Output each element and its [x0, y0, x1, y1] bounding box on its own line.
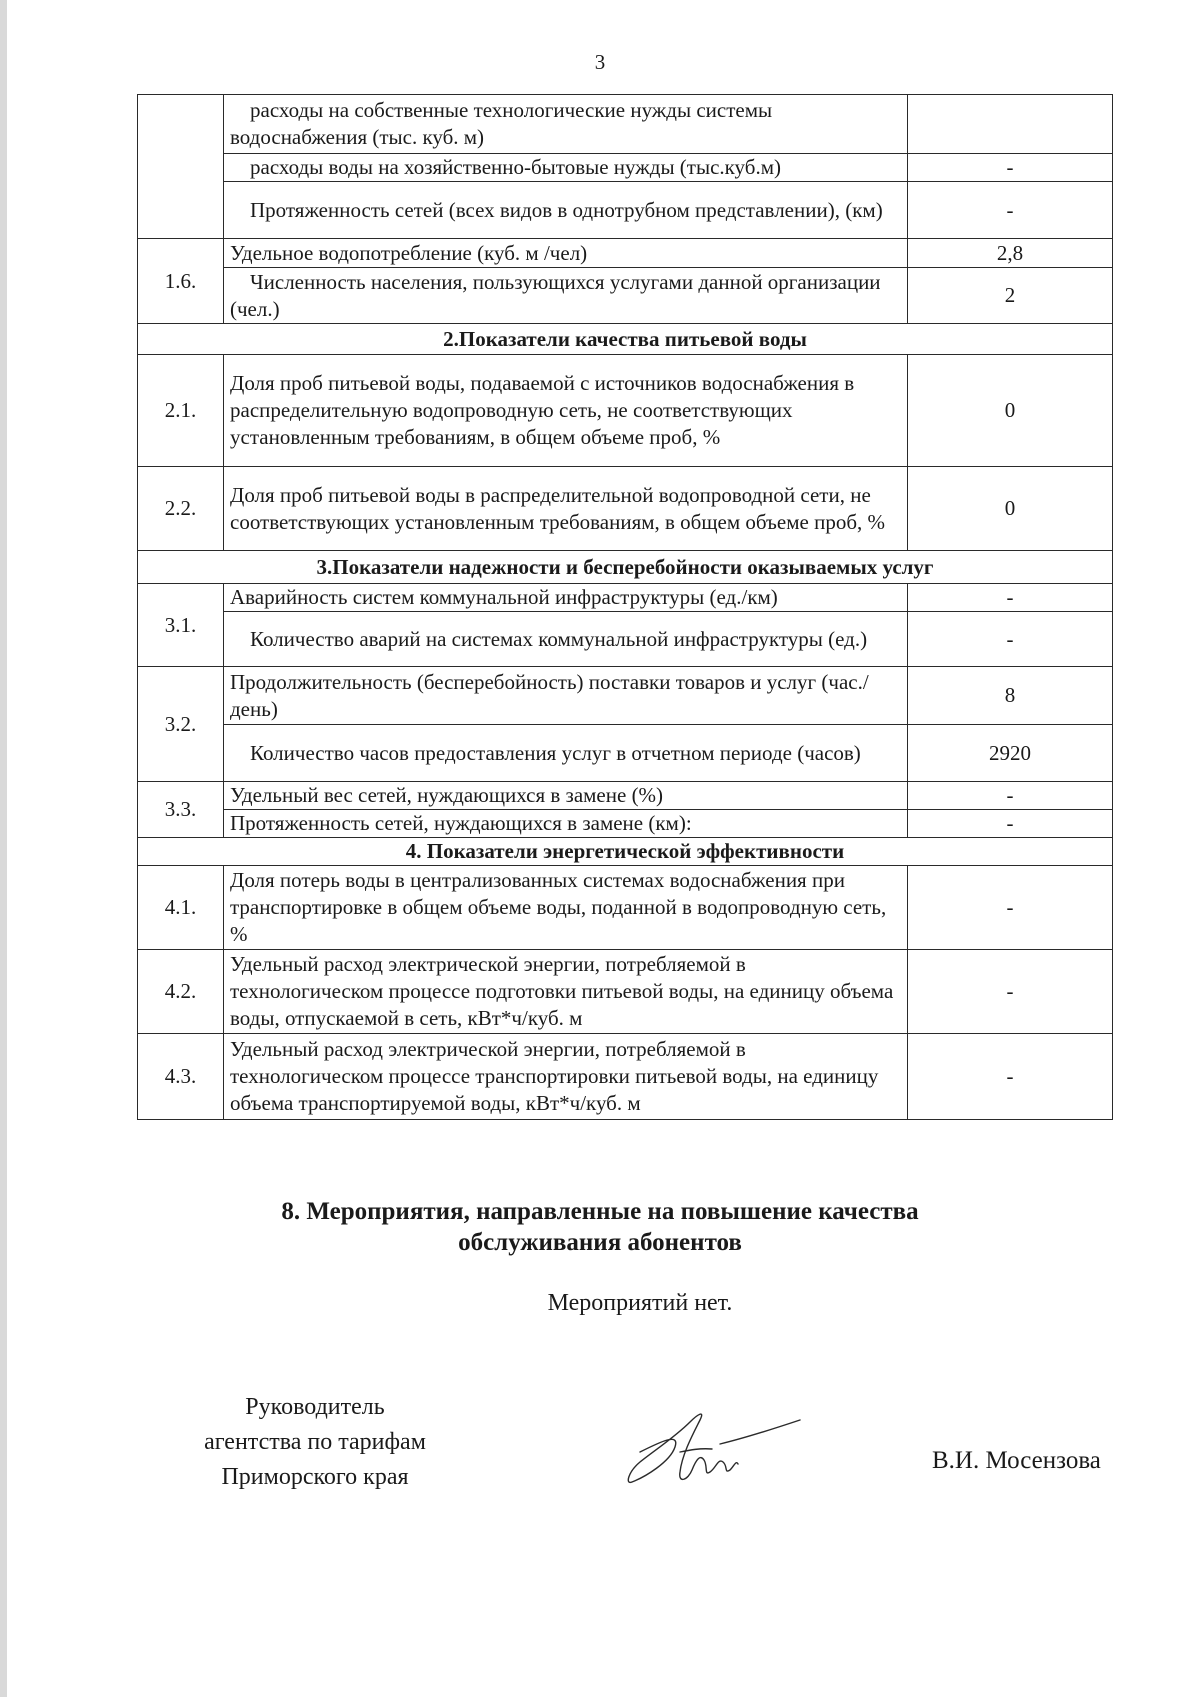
row-value: -: [908, 612, 1113, 667]
section-8-title-line: обслуживания абонентов: [458, 1229, 742, 1256]
table-row: [138, 268, 1113, 324]
page-number: 3: [594, 50, 606, 74]
row-text: Удельное водопотребление (куб. м /чел): [224, 239, 908, 268]
table-row: [138, 467, 1113, 551]
row-value: 0: [908, 355, 1113, 467]
row-number: 4.2.: [138, 950, 224, 1034]
row-number: 3.3.: [138, 782, 224, 838]
row-text: Количество аварий на системах коммунальной инфраструктуры (ед.): [224, 612, 908, 667]
section-heading: 3.Показатели надежности и бесперебойности оказываемых услуг: [138, 551, 1113, 584]
table-row: [138, 950, 1113, 1034]
row-text: Протяженность сетей, нуждающихся в замене (км):: [224, 810, 908, 838]
row-value: -: [908, 810, 1113, 838]
row-text: Протяженность сетей (всех видов в однотрубном представлении), (км): [224, 182, 908, 239]
row-value: -: [908, 1034, 1113, 1120]
table-row: [138, 1034, 1113, 1120]
row-text: Численность населения, пользующихся услугами данной организации (чел.): [224, 268, 908, 324]
row-text: Доля проб питьевой воды, подаваемой с источников водоснабжения в распределительную водопроводную сеть, не соответствующих установленным требованиям, в общем объеме проб, %: [224, 355, 908, 467]
section-heading: 4. Показатели энергетической эффективности: [138, 838, 1113, 866]
row-value: -: [908, 182, 1113, 239]
section-8-title: [0, 1196, 1200, 1258]
row-value: -: [908, 950, 1113, 1034]
row-text: Удельный вес сетей, нуждающихся в замене (%): [224, 782, 908, 810]
row-number: 4.1.: [138, 866, 224, 950]
table-row: [138, 182, 1113, 239]
row-text: Доля потерь воды в централизованных системах водоснабжения при транспортировке в общем объеме воды, поданной в водопроводную сеть, %: [224, 866, 908, 950]
handwritten-signature: [620, 1402, 810, 1492]
table-row: [138, 239, 1113, 268]
row-number: 3.1.: [138, 584, 224, 667]
row-value: -: [908, 866, 1113, 950]
row-text: расходы воды на хозяйственно-бытовые нужды (тыс.куб.м): [224, 154, 908, 182]
signer-position-line: Приморского края: [221, 1464, 409, 1490]
signer-position-line: Руководитель: [245, 1394, 385, 1420]
signer-position: [170, 1390, 460, 1495]
table-row: [138, 612, 1113, 667]
section-8-title-line: 8. Мероприятия, направленные на повышение качества: [281, 1198, 919, 1225]
row-text: Аварийность систем коммунальной инфраструктуры (ед./км): [224, 584, 908, 612]
section-row: [138, 324, 1113, 355]
table-row: [138, 866, 1113, 950]
row-value: -: [908, 584, 1113, 612]
section-row: [138, 838, 1113, 866]
indicators-table: [137, 94, 1113, 1120]
table-row: [138, 667, 1113, 725]
row-number: 2.2.: [138, 467, 224, 551]
row-number: 1.6.: [138, 239, 224, 324]
row-value: 2920: [908, 725, 1113, 782]
table-row: [138, 782, 1113, 810]
signer-position-line: агентства по тарифам: [204, 1429, 426, 1455]
row-text: Доля проб питьевой воды в распределительной водопроводной сети, не соответствующих установленным требованиям, в общем объеме проб, %: [224, 467, 908, 551]
row-text: Удельный расход электрической энергии, потребляемой в технологическом процессе подготовки питьевой воды, на единицу объема воды, отпускаемой в сеть, кВт*ч/куб. м: [224, 950, 908, 1034]
row-value: [908, 95, 1113, 154]
row-number: [138, 95, 224, 239]
table-row: [138, 810, 1113, 838]
row-number: 4.3.: [138, 1034, 224, 1120]
row-value: 0: [908, 467, 1113, 551]
section-heading: 2.Показатели качества питьевой воды: [138, 324, 1113, 355]
row-text: Количество часов предоставления услуг в отчетном периоде (часов): [224, 725, 908, 782]
row-text: Удельный расход электрической энергии, потребляемой в технологическом процессе транспортировки питьевой воды, на единицу объема транспортируемой воды, кВт*ч/куб. м: [224, 1034, 908, 1120]
section-8-text: Мероприятий нет.: [547, 1290, 733, 1316]
row-value: 2: [908, 268, 1113, 324]
table-row: [138, 95, 1113, 154]
row-value: 8: [908, 667, 1113, 725]
row-number: 2.1.: [138, 355, 224, 467]
section-row: [138, 551, 1113, 584]
row-value: -: [908, 154, 1113, 182]
row-number: 3.2.: [138, 667, 224, 782]
table-row: [138, 584, 1113, 612]
table-row: [138, 725, 1113, 782]
table-row: [138, 154, 1113, 182]
scan-edge: [0, 0, 7, 1697]
row-value: -: [908, 782, 1113, 810]
row-text: расходы на собственные технологические нужды системы водоснабжения (тыс. куб. м): [224, 95, 908, 154]
row-text: Продолжительность (бесперебойность) поставки товаров и услуг (час./день): [224, 667, 908, 725]
signer-name: В.И. Мосензова: [932, 1447, 1101, 1474]
table-row: [138, 355, 1113, 467]
row-value: 2,8: [908, 239, 1113, 268]
